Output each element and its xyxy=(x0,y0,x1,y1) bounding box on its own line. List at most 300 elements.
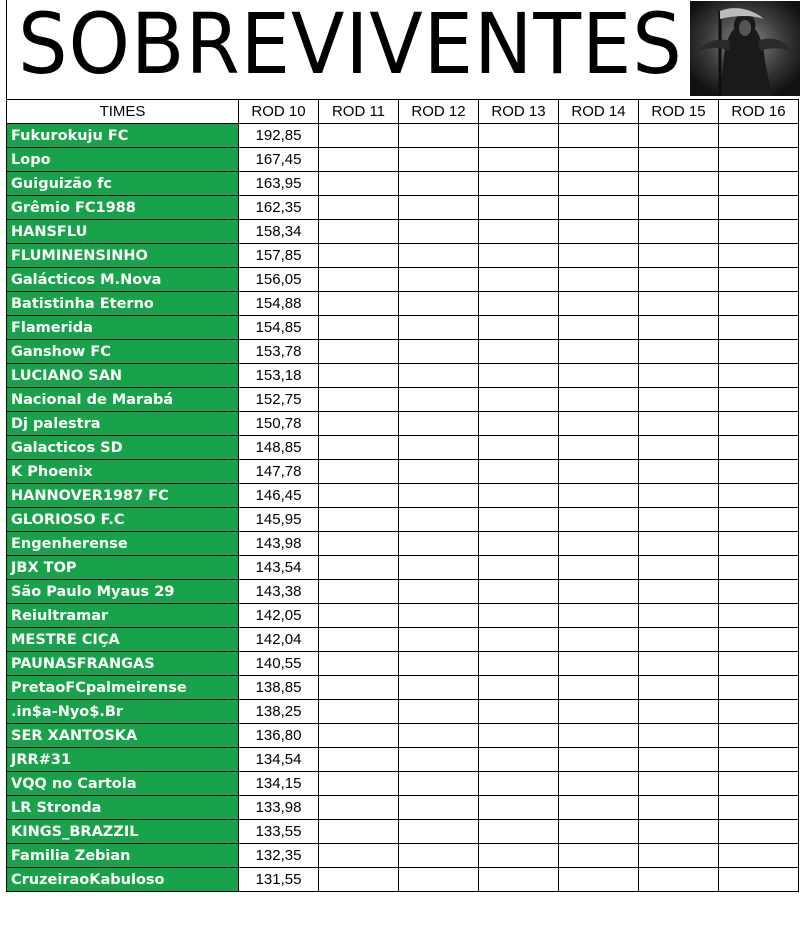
rod-15-score-cell[interactable] xyxy=(639,628,719,652)
table-row xyxy=(7,220,799,244)
rod-14-score-cell[interactable] xyxy=(559,844,639,868)
rod-11-score-cell[interactable] xyxy=(319,244,399,268)
rod-14-score-cell[interactable] xyxy=(559,340,639,364)
rod-11-score-cell[interactable] xyxy=(319,748,399,772)
rod-10-score-cell[interactable]: 162,35 xyxy=(239,196,319,220)
table-row xyxy=(7,244,799,268)
rod-14-score-cell[interactable] xyxy=(559,316,639,340)
rod-12-score-cell[interactable] xyxy=(399,628,479,652)
rod-13-score-cell[interactable] xyxy=(479,220,559,244)
rod-15-score-cell[interactable] xyxy=(639,724,719,748)
rod-13-score-cell[interactable] xyxy=(479,340,559,364)
rod-12-score-cell[interactable] xyxy=(399,604,479,628)
rod-11-score-cell[interactable] xyxy=(319,340,399,364)
rod-12-score-cell[interactable] xyxy=(399,868,479,892)
table-row xyxy=(7,268,799,292)
team-name-cell[interactable]: Engenherense xyxy=(7,532,239,556)
rod-13-score-cell[interactable] xyxy=(479,172,559,196)
header-rod-10[interactable]: ROD 10 xyxy=(239,100,319,124)
rod-13-score-cell[interactable] xyxy=(479,532,559,556)
rod-16-score-cell[interactable] xyxy=(719,820,799,844)
rod-16-score-cell[interactable] xyxy=(719,580,799,604)
rod-13-score-cell[interactable] xyxy=(479,460,559,484)
team-name-cell[interactable]: JBX TOP xyxy=(7,556,239,580)
rod-12-score-cell[interactable] xyxy=(399,580,479,604)
rod-16-score-cell[interactable] xyxy=(719,412,799,436)
rod-12-score-cell[interactable] xyxy=(399,412,479,436)
rod-12-score-cell[interactable] xyxy=(399,724,479,748)
table-row xyxy=(7,412,799,436)
rod-14-score-cell[interactable] xyxy=(559,796,639,820)
table-row xyxy=(7,436,799,460)
rod-14-score-cell[interactable] xyxy=(559,148,639,172)
rod-16-score-cell[interactable] xyxy=(719,748,799,772)
rod-15-score-cell[interactable] xyxy=(639,772,719,796)
table-row xyxy=(7,796,799,820)
rod-13-score-cell[interactable] xyxy=(479,124,559,148)
team-name-cell[interactable]: São Paulo Myaus 29 xyxy=(7,580,239,604)
rod-11-score-cell[interactable] xyxy=(319,508,399,532)
rod-12-score-cell[interactable] xyxy=(399,316,479,340)
table-row xyxy=(7,340,799,364)
rod-13-score-cell[interactable] xyxy=(479,556,559,580)
rod-15-score-cell[interactable] xyxy=(639,412,719,436)
rod-15-score-cell[interactable] xyxy=(639,868,719,892)
rod-11-score-cell[interactable] xyxy=(319,820,399,844)
rod-12-score-cell[interactable] xyxy=(399,436,479,460)
rod-14-score-cell[interactable] xyxy=(559,580,639,604)
rod-15-score-cell[interactable] xyxy=(639,316,719,340)
rod-10-score-cell[interactable]: 132,35 xyxy=(239,844,319,868)
rod-15-score-cell[interactable] xyxy=(639,340,719,364)
grim-reaper-image xyxy=(690,1,800,96)
table-row xyxy=(7,196,799,220)
rod-14-score-cell[interactable] xyxy=(559,268,639,292)
rod-15-score-cell[interactable] xyxy=(639,580,719,604)
rod-11-score-cell[interactable] xyxy=(319,796,399,820)
rod-14-score-cell[interactable] xyxy=(559,820,639,844)
rod-13-score-cell[interactable] xyxy=(479,436,559,460)
rod-16-score-cell[interactable] xyxy=(719,772,799,796)
rod-10-score-cell[interactable]: 153,78 xyxy=(239,340,319,364)
team-name-cell[interactable]: HANSFLU xyxy=(7,220,239,244)
header-rod-15[interactable]: ROD 15 xyxy=(639,100,719,124)
table-row xyxy=(7,460,799,484)
rod-13-score-cell[interactable] xyxy=(479,796,559,820)
rod-12-score-cell[interactable] xyxy=(399,652,479,676)
team-name-cell[interactable]: KINGS_BRAZZIL xyxy=(7,820,239,844)
rod-10-score-cell[interactable]: 167,45 xyxy=(239,148,319,172)
rod-16-score-cell[interactable] xyxy=(719,340,799,364)
rod-11-score-cell[interactable] xyxy=(319,412,399,436)
rod-15-score-cell[interactable] xyxy=(639,700,719,724)
rod-10-score-cell[interactable]: 157,85 xyxy=(239,244,319,268)
team-name-cell[interactable]: Familia Zebian xyxy=(7,844,239,868)
title-area xyxy=(0,0,801,99)
header-rod-13[interactable]: ROD 13 xyxy=(479,100,559,124)
team-name-cell[interactable]: Galácticos M.Nova xyxy=(7,268,239,292)
team-name-cell[interactable]: MESTRE CIÇA xyxy=(7,628,239,652)
rod-11-score-cell[interactable] xyxy=(319,868,399,892)
rod-10-score-cell[interactable]: 133,55 xyxy=(239,820,319,844)
rod-10-score-cell[interactable]: 192,85 xyxy=(239,124,319,148)
table-row xyxy=(7,292,799,316)
rod-14-score-cell[interactable] xyxy=(559,772,639,796)
rod-15-score-cell[interactable] xyxy=(639,796,719,820)
rod-15-score-cell[interactable] xyxy=(639,436,719,460)
rod-14-score-cell[interactable] xyxy=(559,628,639,652)
rod-11-score-cell[interactable] xyxy=(319,556,399,580)
rod-10-score-cell[interactable]: 142,04 xyxy=(239,628,319,652)
rod-14-score-cell[interactable] xyxy=(559,436,639,460)
rod-16-score-cell[interactable] xyxy=(719,604,799,628)
team-name-cell[interactable]: Lopo xyxy=(7,148,239,172)
rod-12-score-cell[interactable] xyxy=(399,124,479,148)
rod-16-score-cell[interactable] xyxy=(719,868,799,892)
rod-12-score-cell[interactable] xyxy=(399,748,479,772)
rod-13-score-cell[interactable] xyxy=(479,316,559,340)
rod-13-score-cell[interactable] xyxy=(479,268,559,292)
rod-10-score-cell[interactable]: 146,45 xyxy=(239,484,319,508)
team-name-cell[interactable]: CruzeiraoKabuloso xyxy=(7,868,239,892)
rod-15-score-cell[interactable] xyxy=(639,508,719,532)
rod-13-score-cell[interactable] xyxy=(479,844,559,868)
rod-15-score-cell[interactable] xyxy=(639,484,719,508)
team-name-cell[interactable]: Guiguizão fc xyxy=(7,172,239,196)
rod-15-score-cell[interactable] xyxy=(639,604,719,628)
rod-12-score-cell[interactable] xyxy=(399,460,479,484)
rod-15-score-cell[interactable] xyxy=(639,196,719,220)
rod-15-score-cell[interactable] xyxy=(639,556,719,580)
table-row xyxy=(7,556,799,580)
rod-14-score-cell[interactable] xyxy=(559,388,639,412)
rod-16-score-cell[interactable] xyxy=(719,796,799,820)
rod-14-score-cell[interactable] xyxy=(559,724,639,748)
rod-13-score-cell[interactable] xyxy=(479,604,559,628)
rod-10-score-cell[interactable]: 154,85 xyxy=(239,316,319,340)
rod-16-score-cell[interactable] xyxy=(719,724,799,748)
rod-14-score-cell[interactable] xyxy=(559,700,639,724)
table-row xyxy=(7,820,799,844)
team-name-cell[interactable]: PretaoFCpalmeirense xyxy=(7,676,239,700)
rod-12-score-cell[interactable] xyxy=(399,820,479,844)
rod-16-score-cell[interactable] xyxy=(719,124,799,148)
table-row xyxy=(7,580,799,604)
rod-15-score-cell[interactable] xyxy=(639,292,719,316)
rod-12-score-cell[interactable] xyxy=(399,796,479,820)
rod-12-score-cell[interactable] xyxy=(399,772,479,796)
rod-16-score-cell[interactable] xyxy=(719,220,799,244)
rod-14-score-cell[interactable] xyxy=(559,292,639,316)
rod-11-score-cell[interactable] xyxy=(319,292,399,316)
rod-16-score-cell[interactable] xyxy=(719,556,799,580)
rod-10-score-cell[interactable]: 153,18 xyxy=(239,364,319,388)
rod-14-score-cell[interactable] xyxy=(559,748,639,772)
rod-11-score-cell[interactable] xyxy=(319,364,399,388)
rod-14-score-cell[interactable] xyxy=(559,196,639,220)
rod-10-score-cell[interactable]: 140,55 xyxy=(239,652,319,676)
rod-11-score-cell[interactable] xyxy=(319,628,399,652)
rod-10-score-cell[interactable]: 152,75 xyxy=(239,388,319,412)
rod-10-score-cell[interactable]: 138,85 xyxy=(239,676,319,700)
rod-13-score-cell[interactable] xyxy=(479,748,559,772)
team-name-cell[interactable]: Galacticos SD xyxy=(7,436,239,460)
rod-10-score-cell[interactable]: 143,54 xyxy=(239,556,319,580)
rod-10-score-cell[interactable]: 138,25 xyxy=(239,700,319,724)
rod-15-score-cell[interactable] xyxy=(639,844,719,868)
rod-12-score-cell[interactable] xyxy=(399,244,479,268)
rod-12-score-cell[interactable] xyxy=(399,508,479,532)
rod-16-score-cell[interactable] xyxy=(719,628,799,652)
header-rod-14[interactable]: ROD 14 xyxy=(559,100,639,124)
rod-16-score-cell[interactable] xyxy=(719,484,799,508)
team-name-cell[interactable]: GLORIOSO F.C xyxy=(7,508,239,532)
rod-14-score-cell[interactable] xyxy=(559,556,639,580)
rod-14-score-cell[interactable] xyxy=(559,460,639,484)
rod-11-score-cell[interactable] xyxy=(319,844,399,868)
rod-11-score-cell[interactable] xyxy=(319,484,399,508)
rod-10-score-cell[interactable]: 131,55 xyxy=(239,868,319,892)
rod-15-score-cell[interactable] xyxy=(639,244,719,268)
rod-14-score-cell[interactable] xyxy=(559,220,639,244)
rod-16-score-cell[interactable] xyxy=(719,172,799,196)
team-name-cell[interactable]: HANNOVER1987 FC xyxy=(7,484,239,508)
rod-12-score-cell[interactable] xyxy=(399,172,479,196)
rod-11-score-cell[interactable] xyxy=(319,580,399,604)
rod-14-score-cell[interactable] xyxy=(559,508,639,532)
table-row xyxy=(7,772,799,796)
team-name-cell[interactable]: SER XANTOSKA xyxy=(7,724,239,748)
header-rod-11[interactable]: ROD 11 xyxy=(319,100,399,124)
table-row xyxy=(7,868,799,892)
rod-12-score-cell[interactable] xyxy=(399,220,479,244)
rod-12-score-cell[interactable] xyxy=(399,148,479,172)
rod-10-score-cell[interactable]: 142,05 xyxy=(239,604,319,628)
rod-16-score-cell[interactable] xyxy=(719,460,799,484)
table-row xyxy=(7,652,799,676)
rod-14-score-cell[interactable] xyxy=(559,652,639,676)
team-name-cell[interactable]: Nacional de Marabá xyxy=(7,388,239,412)
rod-15-score-cell[interactable] xyxy=(639,532,719,556)
rod-15-score-cell[interactable] xyxy=(639,364,719,388)
table-row xyxy=(7,748,799,772)
rod-14-score-cell[interactable] xyxy=(559,124,639,148)
table-row xyxy=(7,316,799,340)
rod-14-score-cell[interactable] xyxy=(559,604,639,628)
rod-11-score-cell[interactable] xyxy=(319,724,399,748)
rod-12-score-cell[interactable] xyxy=(399,196,479,220)
rod-12-score-cell[interactable] xyxy=(399,292,479,316)
rod-11-score-cell[interactable] xyxy=(319,652,399,676)
scores-table xyxy=(6,99,799,892)
rod-15-score-cell[interactable] xyxy=(639,148,719,172)
rod-16-score-cell[interactable] xyxy=(719,316,799,340)
rod-11-score-cell[interactable] xyxy=(319,124,399,148)
table-row xyxy=(7,172,799,196)
rod-10-score-cell[interactable]: 148,85 xyxy=(239,436,319,460)
rod-14-score-cell[interactable] xyxy=(559,676,639,700)
rod-15-score-cell[interactable] xyxy=(639,388,719,412)
rod-11-score-cell[interactable] xyxy=(319,268,399,292)
rod-11-score-cell[interactable] xyxy=(319,220,399,244)
rod-14-score-cell[interactable] xyxy=(559,364,639,388)
team-name-cell[interactable]: Fukurokuju FC xyxy=(7,124,239,148)
rod-13-score-cell[interactable] xyxy=(479,292,559,316)
rod-10-score-cell[interactable]: 134,54 xyxy=(239,748,319,772)
rod-10-score-cell[interactable]: 133,98 xyxy=(239,796,319,820)
rod-15-score-cell[interactable] xyxy=(639,676,719,700)
rod-16-score-cell[interactable] xyxy=(719,244,799,268)
rod-16-score-cell[interactable] xyxy=(719,292,799,316)
rod-15-score-cell[interactable] xyxy=(639,220,719,244)
team-name-cell[interactable]: Ganshow FC xyxy=(7,340,239,364)
rod-12-score-cell[interactable] xyxy=(399,844,479,868)
rod-11-score-cell[interactable] xyxy=(319,700,399,724)
rod-13-score-cell[interactable] xyxy=(479,772,559,796)
rod-16-score-cell[interactable] xyxy=(719,844,799,868)
team-name-cell[interactable]: PAUNASFRANGAS xyxy=(7,652,239,676)
rod-10-score-cell[interactable]: 163,95 xyxy=(239,172,319,196)
rod-14-score-cell[interactable] xyxy=(559,172,639,196)
rod-11-score-cell[interactable] xyxy=(319,676,399,700)
team-name-cell[interactable]: LR Stronda xyxy=(7,796,239,820)
rod-13-score-cell[interactable] xyxy=(479,148,559,172)
header-times[interactable]: TIMES xyxy=(7,100,239,124)
rod-16-score-cell[interactable] xyxy=(719,700,799,724)
rod-11-score-cell[interactable] xyxy=(319,148,399,172)
table-row xyxy=(7,508,799,532)
rod-12-score-cell[interactable] xyxy=(399,484,479,508)
table-row xyxy=(7,532,799,556)
team-name-cell[interactable]: Reiultramar xyxy=(7,604,239,628)
rod-13-score-cell[interactable] xyxy=(479,508,559,532)
rod-13-score-cell[interactable] xyxy=(479,676,559,700)
table-row xyxy=(7,700,799,724)
rod-10-score-cell[interactable]: 147,78 xyxy=(239,460,319,484)
team-name-cell[interactable]: FLUMINENSINHO xyxy=(7,244,239,268)
rod-12-score-cell[interactable] xyxy=(399,388,479,412)
table-row xyxy=(7,364,799,388)
rod-14-score-cell[interactable] xyxy=(559,484,639,508)
rod-15-score-cell[interactable] xyxy=(639,460,719,484)
rod-16-score-cell[interactable] xyxy=(719,676,799,700)
rod-11-score-cell[interactable] xyxy=(319,604,399,628)
rod-10-score-cell[interactable]: 134,15 xyxy=(239,772,319,796)
rod-13-score-cell[interactable] xyxy=(479,724,559,748)
rod-13-score-cell[interactable] xyxy=(479,868,559,892)
table-row xyxy=(7,148,799,172)
rod-16-score-cell[interactable] xyxy=(719,652,799,676)
rod-13-score-cell[interactable] xyxy=(479,580,559,604)
rod-10-score-cell[interactable]: 158,34 xyxy=(239,220,319,244)
rod-11-score-cell[interactable] xyxy=(319,460,399,484)
rod-16-score-cell[interactable] xyxy=(719,508,799,532)
header-rod-12[interactable]: ROD 12 xyxy=(399,100,479,124)
team-name-cell[interactable]: Dj palestra xyxy=(7,412,239,436)
rod-12-score-cell[interactable] xyxy=(399,340,479,364)
rod-14-score-cell[interactable] xyxy=(559,412,639,436)
table-row xyxy=(7,484,799,508)
rod-16-score-cell[interactable] xyxy=(719,436,799,460)
team-name-cell[interactable]: Flamerida xyxy=(7,316,239,340)
rod-10-score-cell[interactable]: 156,05 xyxy=(239,268,319,292)
rod-16-score-cell[interactable] xyxy=(719,196,799,220)
rod-12-score-cell[interactable] xyxy=(399,532,479,556)
rod-16-score-cell[interactable] xyxy=(719,268,799,292)
rod-16-score-cell[interactable] xyxy=(719,148,799,172)
rod-16-score-cell[interactable] xyxy=(719,532,799,556)
rod-13-score-cell[interactable] xyxy=(479,700,559,724)
rod-12-score-cell[interactable] xyxy=(399,700,479,724)
rod-11-score-cell[interactable] xyxy=(319,436,399,460)
rod-15-score-cell[interactable] xyxy=(639,748,719,772)
rod-15-score-cell[interactable] xyxy=(639,820,719,844)
rod-11-score-cell[interactable] xyxy=(319,772,399,796)
team-name-cell[interactable]: K Phoenix xyxy=(7,460,239,484)
rod-10-score-cell[interactable]: 150,78 xyxy=(239,412,319,436)
rod-10-score-cell[interactable]: 143,98 xyxy=(239,532,319,556)
rod-10-score-cell[interactable]: 154,88 xyxy=(239,292,319,316)
table-row xyxy=(7,724,799,748)
rod-14-score-cell[interactable] xyxy=(559,532,639,556)
team-name-cell[interactable]: .in$a-Nyo$.Br xyxy=(7,700,239,724)
rod-11-score-cell[interactable] xyxy=(319,196,399,220)
rod-16-score-cell[interactable] xyxy=(719,364,799,388)
rod-16-score-cell[interactable] xyxy=(719,388,799,412)
rod-13-score-cell[interactable] xyxy=(479,652,559,676)
rod-10-score-cell[interactable]: 143,38 xyxy=(239,580,319,604)
rod-13-score-cell[interactable] xyxy=(479,388,559,412)
team-name-cell[interactable]: LUCIANO SAN xyxy=(7,364,239,388)
rod-13-score-cell[interactable] xyxy=(479,820,559,844)
table-row xyxy=(7,604,799,628)
table-row xyxy=(7,844,799,868)
team-name-cell[interactable]: VQQ no Cartola xyxy=(7,772,239,796)
rod-12-score-cell[interactable] xyxy=(399,364,479,388)
team-name-cell[interactable]: Grêmio FC1988 xyxy=(7,196,239,220)
table-row xyxy=(7,628,799,652)
rod-15-score-cell[interactable] xyxy=(639,652,719,676)
rod-11-score-cell[interactable] xyxy=(319,172,399,196)
rod-15-score-cell[interactable] xyxy=(639,268,719,292)
rod-13-score-cell[interactable] xyxy=(479,244,559,268)
rod-11-score-cell[interactable] xyxy=(319,316,399,340)
page-title: SOBREVIVENTES xyxy=(18,0,683,93)
rod-10-score-cell[interactable]: 136,80 xyxy=(239,724,319,748)
rod-13-score-cell[interactable] xyxy=(479,364,559,388)
rod-15-score-cell[interactable] xyxy=(639,124,719,148)
rod-12-score-cell[interactable] xyxy=(399,556,479,580)
rod-11-score-cell[interactable] xyxy=(319,388,399,412)
rod-10-score-cell[interactable]: 145,95 xyxy=(239,508,319,532)
rod-13-score-cell[interactable] xyxy=(479,412,559,436)
rod-12-score-cell[interactable] xyxy=(399,676,479,700)
rod-14-score-cell[interactable] xyxy=(559,868,639,892)
rod-13-score-cell[interactable] xyxy=(479,484,559,508)
team-name-cell[interactable]: Batistinha Eterno xyxy=(7,292,239,316)
header-rod-16[interactable]: ROD 16 xyxy=(719,100,799,124)
table-row xyxy=(7,124,799,148)
rod-11-score-cell[interactable] xyxy=(319,532,399,556)
table-row xyxy=(7,388,799,412)
team-name-cell[interactable]: JRR#31 xyxy=(7,748,239,772)
rod-15-score-cell[interactable] xyxy=(639,172,719,196)
table-row xyxy=(7,676,799,700)
rod-14-score-cell[interactable] xyxy=(559,244,639,268)
rod-13-score-cell[interactable] xyxy=(479,196,559,220)
rod-13-score-cell[interactable] xyxy=(479,628,559,652)
rod-12-score-cell[interactable] xyxy=(399,268,479,292)
